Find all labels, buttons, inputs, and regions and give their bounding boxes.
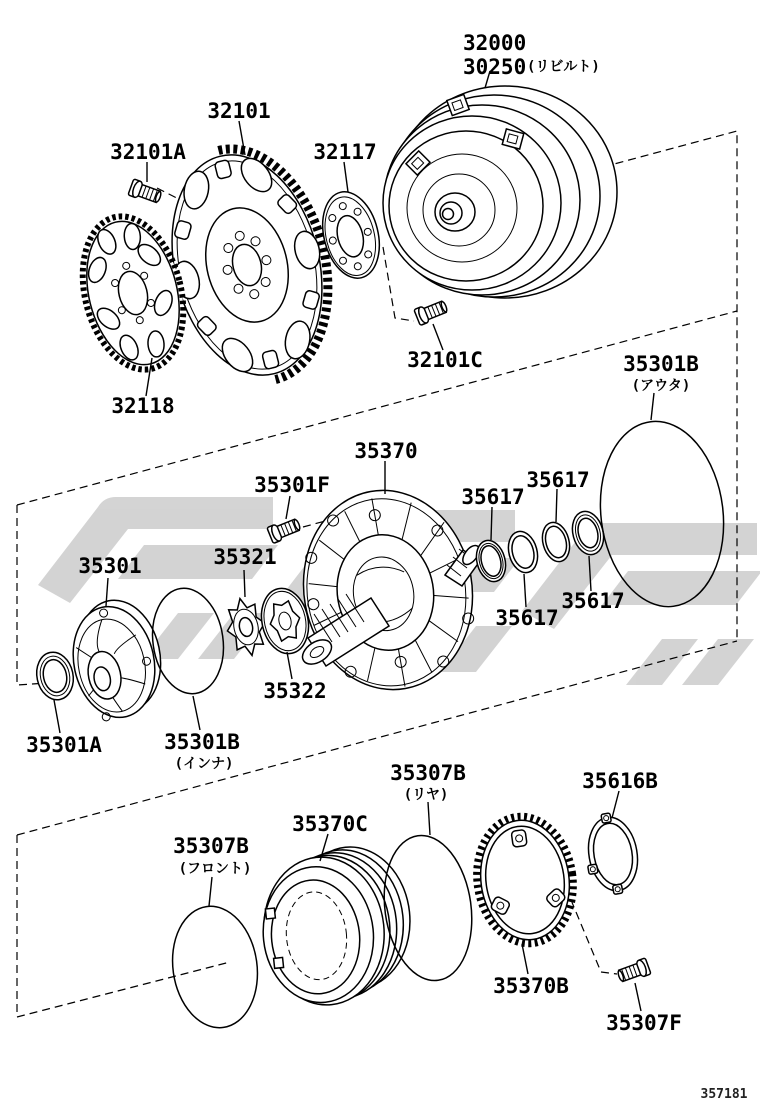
part-label-32117: 32117	[313, 140, 377, 164]
part-label-35617-c: 35617	[495, 606, 559, 630]
bolt-32101a	[128, 179, 163, 206]
part-label-35321: 35321	[213, 545, 277, 569]
part-label-35307b-front-note: (フロント)	[178, 861, 252, 877]
spacer-32117	[314, 186, 388, 284]
part-label-35307f: 35307F	[606, 1011, 682, 1035]
part-label-32101a: 32101A	[110, 140, 186, 164]
part-label-35301b-outer-note: (アウタ)	[631, 378, 691, 394]
part-label-35370: 35370	[354, 439, 418, 463]
part-label-35617-a: 35617	[461, 485, 525, 509]
drive-plate-32101	[147, 132, 352, 398]
part-label-35307b-rear-note: (リヤ)	[403, 787, 449, 803]
part-label-35617-b: 35617	[526, 468, 590, 492]
part-label-32101: 32101	[207, 99, 271, 123]
oil-seal-35301a	[32, 649, 77, 703]
o-ring-35307b-front	[165, 901, 265, 1034]
part-label-35301: 35301	[78, 554, 142, 578]
part-label-35301a: 35301A	[26, 733, 102, 757]
pump-body-35301	[62, 593, 171, 726]
part-label-35617-d: 35617	[561, 589, 625, 613]
part-label-35616b: 35616B	[582, 769, 658, 793]
part-label-35301b-inner: 35301B	[164, 730, 240, 754]
part-label-35370c: 35370C	[292, 812, 368, 836]
part-label-35307b-front: 35307B	[173, 834, 249, 858]
part-label-35307b-rear: 35307B	[390, 761, 466, 785]
part-label-35370b: 35370B	[493, 974, 569, 998]
part-label-32101c: 32101C	[407, 348, 483, 372]
part-label-35301b-outer: 35301B	[623, 352, 699, 376]
part-label-32118: 32118	[111, 394, 175, 418]
part-label-35301b-inner-note: (インナ)	[174, 756, 234, 772]
clutch-drum-35370c	[255, 841, 418, 1011]
bolt-32101c	[414, 298, 449, 325]
bolt-35307f	[616, 958, 651, 985]
part-label-35301f: 35301F	[254, 473, 330, 497]
part-label-30250-note: (リビルト)	[527, 59, 600, 75]
part-label-30250: 30250	[463, 55, 527, 79]
part-label-35322: 35322	[263, 679, 327, 703]
part-label-32000: 32000	[463, 31, 527, 55]
retainer-plate-35616b	[579, 809, 643, 898]
torque-converter-32000	[383, 86, 617, 298]
clutch-plate-35370b	[469, 810, 582, 950]
figure-number: 357181	[700, 1087, 748, 1102]
